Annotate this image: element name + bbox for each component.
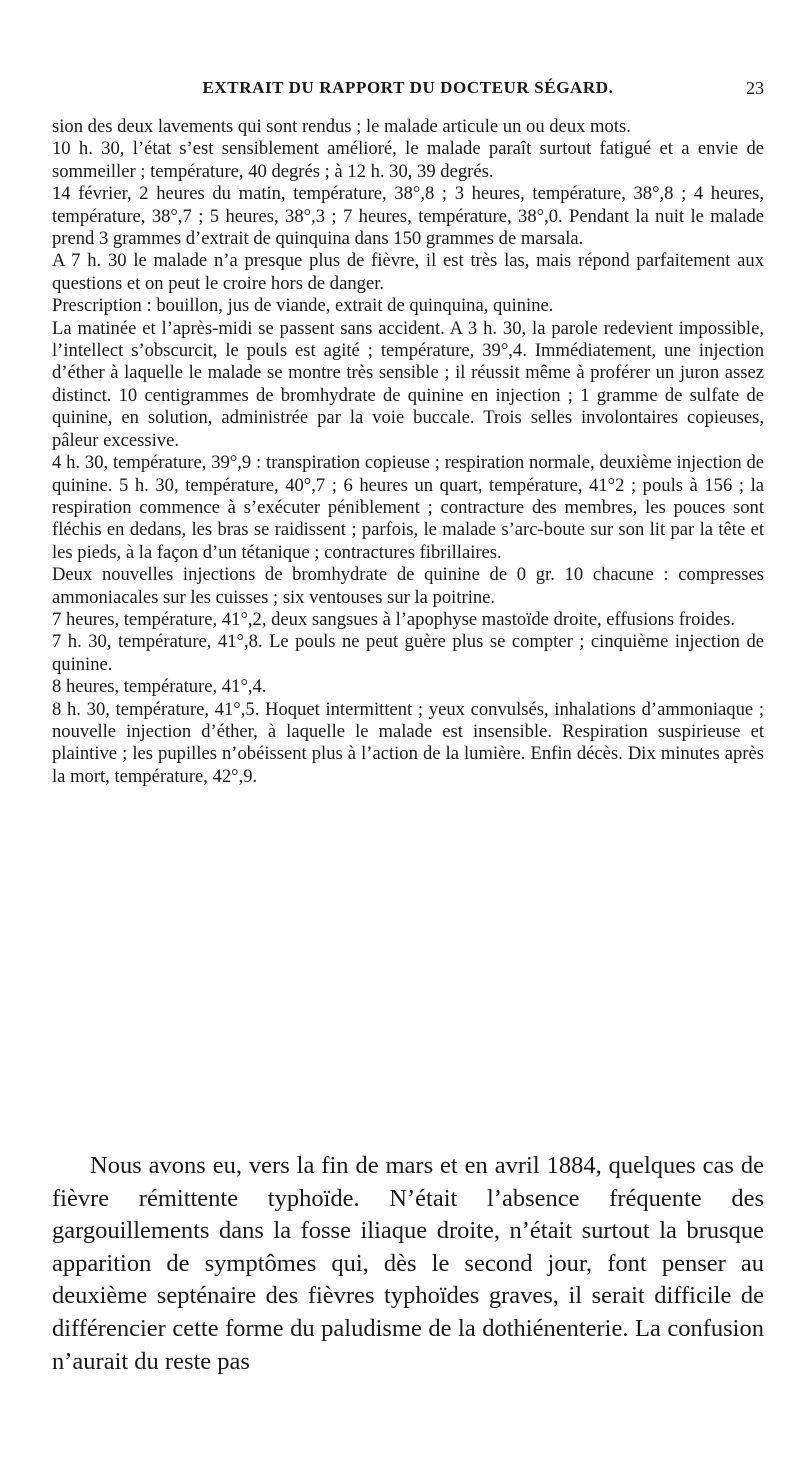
paragraph: 8 heures, température, 41°,4. bbox=[52, 676, 267, 698]
paragraph: Prescription : bouillon, jus de viande, extrait de quinquina, quinine. bbox=[52, 295, 554, 317]
running-head bbox=[52, 78, 764, 102]
case-report-body bbox=[52, 116, 764, 788]
paragraph: sion des deux lavements qui sont rendus ; le malade articule un ou deux mots. bbox=[52, 116, 631, 137]
paragraph: Deux nouvelles injections de bromhydrate de quinine de 0 gr. 10 chacune : compresses ammoniacales sur les cuisses ; six ventouses sur la poitrine. bbox=[52, 564, 764, 608]
paragraph: 7 h. 30, température, 41°,8. Le pouls ne peut guère plus se compter ; cinquième injection de quinine. bbox=[52, 631, 764, 675]
paragraph: 4 h. 30, température, 39°,9 : transpiration copieuse ; respiration normale, deuxième injection de quinine. 5 h. 30, température, 40°,7 ; 6 heures un quart, température, 41°2 ; pouls à 156 ; la respiration commence à s’exécuter péniblement ; contracture des membres, les pouces sont fléchis en dedans, les bras se raidissent ; parfois, le malade s’arc-boute sur son lit par la tête et les pieds, à la façon d’un tétanique ; contractures fibrillaires. bbox=[52, 452, 764, 563]
paragraph: 7 heures, température, 41°,2, deux sangsues à l’apophyse mastoïde droite, effusions froides. bbox=[52, 608, 736, 630]
paragraph: 8 h. 30, température, 41°,5. Hoquet intermittent ; yeux convulsés, inhalations d’ammoniaque ; nouvelle injection d’éther, à laquelle le malade est insensible. Respiration suspirieuse et plaintive ; les pupilles n’obéissent plus à l’action de la lumière. Enfin décès. Dix minutes après la mort, température, 42°,9. bbox=[52, 698, 764, 787]
closing-paragraph: Nous avons eu, vers la fin de mars et en avril 1884, quelques cas de fièvre rémittente typhoïde. N’était l’absence fréquente des gargouillements dans la fosse iliaque droite, n’était surtout la brusque apparition de symptômes qui, dès le second jour, font penser au deuxième septénaire des fièvres typhoïdes graves, il serait difficile de différencier cette forme du paludisme de la dothiénenterie. La confusion n’aurait du reste pas bbox=[52, 1152, 764, 1375]
paragraph: 10 h. 30, l’état s’est sensiblement amélioré, le malade paraît surtout fatigué et a envie de sommeiller ; température, 40 degrés ; à 12 h. 30, 39 degrés. bbox=[52, 138, 764, 182]
running-title: EXTRAIT DU RAPPORT DU DOCTEUR SÉGARD. bbox=[202, 78, 614, 97]
page-number: 23 bbox=[746, 78, 764, 98]
paragraph: A 7 h. 30 le malade n’a presque plus de fièvre, il est très las, mais répond parfaitement aux questions et on peut le croire hors de danger. bbox=[52, 250, 764, 294]
commentary-body bbox=[52, 1150, 764, 1378]
paragraph: La matinée et l’après-midi se passent sans accident. A 3 h. 30, la parole redevient impossible, l’intellect s’obscurcit, le pouls est agité ; température, 39°,4. Immédiatement, une injection d’éther à laquelle le malade se montre très sensible ; il réussit même à proférer un juron assez distinct. 10 centigrammes de bromhydrate de quinine en injection ; 1 gramme de sulfate de quinine, en solution, administrée par la voie buccale. Trois selles involontaires copieuses, pâleur excessive. bbox=[52, 317, 764, 451]
paragraph: 14 février, 2 heures du matin, température, 38°,8 ; 3 heures, température, 38°,8 ; 4 heures, température, 38°,7 ; 5 heures, 38°,3 ; 7 heures, température, 38°,0. Pendant la nuit le malade prend 3 grammes d’extrait de quinquina dans 150 grammes de marsala. bbox=[52, 183, 764, 250]
